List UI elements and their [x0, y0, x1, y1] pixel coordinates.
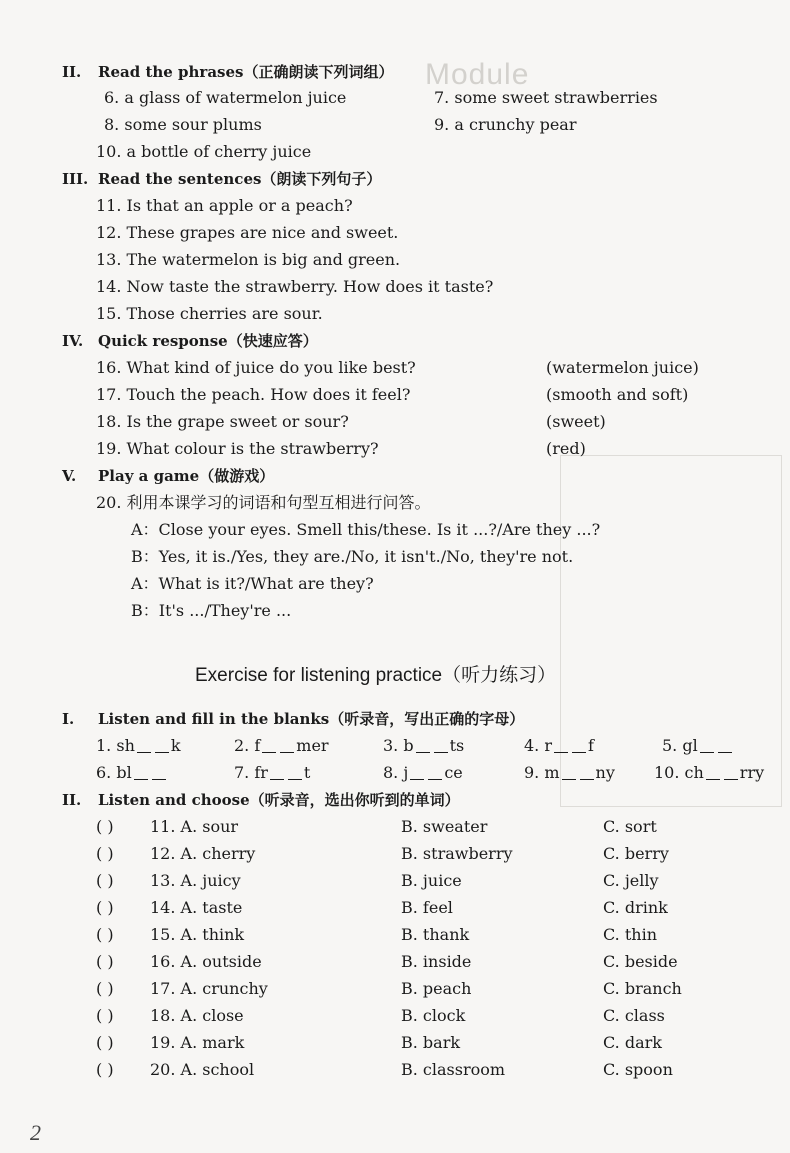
- choice-option-b: B. sweater: [401, 817, 488, 836]
- list-item: 11. Is that an apple or a peach?: [96, 196, 353, 215]
- choice-option-a: 20. A. school: [150, 1060, 255, 1079]
- blank[interactable]: [155, 738, 169, 753]
- section-title: Listen and choose（听录音，选出你听到的单词）: [98, 791, 460, 809]
- dialogue-line: A：Close your eyes. Smell this/these. Is it ...?/Are they ...?: [131, 520, 601, 539]
- choice-option-b: B. thank: [401, 925, 470, 944]
- answer-bracket[interactable]: ( ): [96, 898, 114, 917]
- answer-bracket[interactable]: ( ): [96, 979, 114, 998]
- choice-option-a: 12. A. cherry: [150, 844, 256, 863]
- list-item: 6. a glass of watermelon juice: [104, 88, 347, 107]
- section-heading-quick-response: [62, 331, 318, 351]
- dialogue-line: A：What is it?/What are they?: [131, 574, 374, 593]
- choice-option-a: 18. A. close: [150, 1006, 244, 1025]
- listening-section-title: Exercise for listening practice（听力练习）: [195, 665, 557, 686]
- list-item: 14. Now taste the strawberry. How does it taste?: [96, 277, 494, 296]
- fill-blank-item: 5. gl: [662, 736, 734, 756]
- answer: (sweet): [546, 412, 606, 431]
- question: 19. What colour is the strawberry?: [96, 439, 379, 458]
- section-title: Quick response（快速应答）: [98, 332, 318, 350]
- blank[interactable]: [288, 765, 302, 780]
- section-number: II.: [62, 791, 82, 809]
- list-item: 10. a bottle of cherry juice: [96, 142, 312, 161]
- choice-option-c: C. jelly: [603, 871, 659, 890]
- section-number: II.: [62, 63, 82, 81]
- answer: (watermelon juice): [546, 358, 699, 377]
- choice-option-a: 13. A. juicy: [150, 871, 241, 890]
- question: 17. Touch the peach. How does it feel?: [96, 385, 411, 404]
- answer-bracket[interactable]: ( ): [96, 1033, 114, 1052]
- list-item: 8. some sour plums: [104, 115, 262, 134]
- blank[interactable]: [428, 765, 442, 780]
- dialogue-line: B：It's .../They're ...: [131, 601, 292, 620]
- fill-blank-item: 3. b ts: [383, 736, 465, 755]
- choice-option-a: 15. A. think: [150, 925, 245, 944]
- choice-option-c: C. thin: [603, 925, 657, 944]
- list-item: 12. These grapes are nice and sweet.: [96, 223, 399, 242]
- answer-bracket[interactable]: ( ): [96, 871, 114, 890]
- answer-bracket[interactable]: ( ): [96, 925, 114, 944]
- fill-blank-item: 8. j ce: [383, 763, 463, 782]
- section-number: V.: [62, 467, 77, 485]
- question: 18. Is the grape sweet or sour?: [96, 412, 349, 431]
- choice-option-b: B. classroom: [401, 1060, 506, 1079]
- section-title: Read the sentences（朗读下列句子）: [98, 170, 382, 188]
- blank[interactable]: [434, 738, 448, 753]
- choice-option-a: 16. A. outside: [150, 952, 262, 971]
- choice-option-b: B. bark: [401, 1033, 461, 1052]
- answer-bracket[interactable]: ( ): [96, 1060, 114, 1079]
- blank[interactable]: [262, 738, 276, 753]
- fill-blank-item: 2. f mer: [234, 736, 329, 755]
- question: 16. What kind of juice do you like best?: [96, 358, 416, 377]
- choice-option-b: B. feel: [401, 898, 453, 917]
- blank[interactable]: [416, 738, 430, 753]
- instruction: 20. 利用本课学习的词语和句型互相进行问答。: [96, 493, 431, 512]
- blank[interactable]: [270, 765, 284, 780]
- list-item: 7. some sweet strawberries: [434, 88, 658, 107]
- section-heading-fill-blanks: [62, 709, 524, 729]
- choice-option-b: B. strawberry: [401, 844, 513, 863]
- blank[interactable]: [562, 765, 576, 780]
- choice-option-a: 14. A. taste: [150, 898, 243, 917]
- choice-option-c: C. beside: [603, 952, 678, 971]
- section-title: Read the phrases（正确朗读下列词组）: [98, 63, 394, 81]
- choice-option-c: C. sort: [603, 817, 657, 836]
- fill-blank-item: 1. sh k: [96, 736, 181, 755]
- blank[interactable]: [554, 738, 568, 753]
- fill-blank-item: 6. bl: [96, 763, 168, 783]
- section-heading-read-phrases: [62, 62, 394, 82]
- section-heading-play-game: [62, 466, 274, 486]
- answer-bracket[interactable]: ( ): [96, 844, 114, 863]
- page-number: 2: [30, 1120, 41, 1145]
- choice-option-c: C. spoon: [603, 1060, 673, 1079]
- blank[interactable]: [700, 738, 714, 753]
- choice-option-c: C. dark: [603, 1033, 662, 1052]
- fill-blank-item: 10. ch rry: [654, 763, 765, 782]
- answer-bracket[interactable]: ( ): [96, 952, 114, 971]
- section-number: III.: [62, 170, 89, 188]
- list-item: 9. a crunchy pear: [434, 115, 577, 134]
- fill-blank-item: 4. r f: [524, 736, 594, 755]
- blank[interactable]: [410, 765, 424, 780]
- choice-option-b: B. peach: [401, 979, 472, 998]
- blank[interactable]: [706, 765, 720, 780]
- answer-bracket[interactable]: ( ): [96, 817, 114, 836]
- list-item: 13. The watermelon is big and green.: [96, 250, 401, 269]
- choice-option-b: B. clock: [401, 1006, 466, 1025]
- section-heading-listen-choose: [62, 790, 460, 810]
- blank[interactable]: [580, 765, 594, 780]
- choice-option-c: C. branch: [603, 979, 682, 998]
- blank[interactable]: [137, 738, 151, 753]
- choice-option-c: C. berry: [603, 844, 669, 863]
- answer: (smooth and soft): [546, 385, 689, 404]
- blank[interactable]: [718, 738, 732, 753]
- choice-option-a: 19. A. mark: [150, 1033, 245, 1052]
- section-title: Play a game（做游戏）: [98, 467, 275, 485]
- choice-option-b: B. juice: [401, 871, 462, 890]
- blank[interactable]: [134, 765, 148, 780]
- list-item: 15. Those cherries are sour.: [96, 304, 323, 323]
- blank[interactable]: [152, 765, 166, 780]
- choice-option-b: B. inside: [401, 952, 472, 971]
- fill-blank-item: 9. m ny: [524, 763, 615, 782]
- blank[interactable]: [280, 738, 294, 753]
- choice-option-a: 11. A. sour: [150, 817, 239, 836]
- section-number: IV.: [62, 332, 84, 350]
- fill-blank-item: 7. fr t: [234, 763, 311, 782]
- bleed-through-text: Module: [425, 58, 530, 91]
- choice-option-c: C. class: [603, 1006, 665, 1025]
- choice-option-c: C. drink: [603, 898, 668, 917]
- section-heading-read-sentences: [62, 169, 381, 189]
- blank[interactable]: [572, 738, 586, 753]
- choice-option-a: 17. A. crunchy: [150, 979, 268, 998]
- blank[interactable]: [724, 765, 738, 780]
- answer: (red): [546, 439, 586, 458]
- answer-bracket[interactable]: ( ): [96, 1006, 114, 1025]
- section-number: I.: [62, 710, 75, 728]
- section-title: Listen and fill in the blanks（听录音，写出正确的字母）: [98, 710, 525, 728]
- dialogue-line: B：Yes, it is./Yes, they are./No, it isn't./No, they're not.: [131, 547, 574, 566]
